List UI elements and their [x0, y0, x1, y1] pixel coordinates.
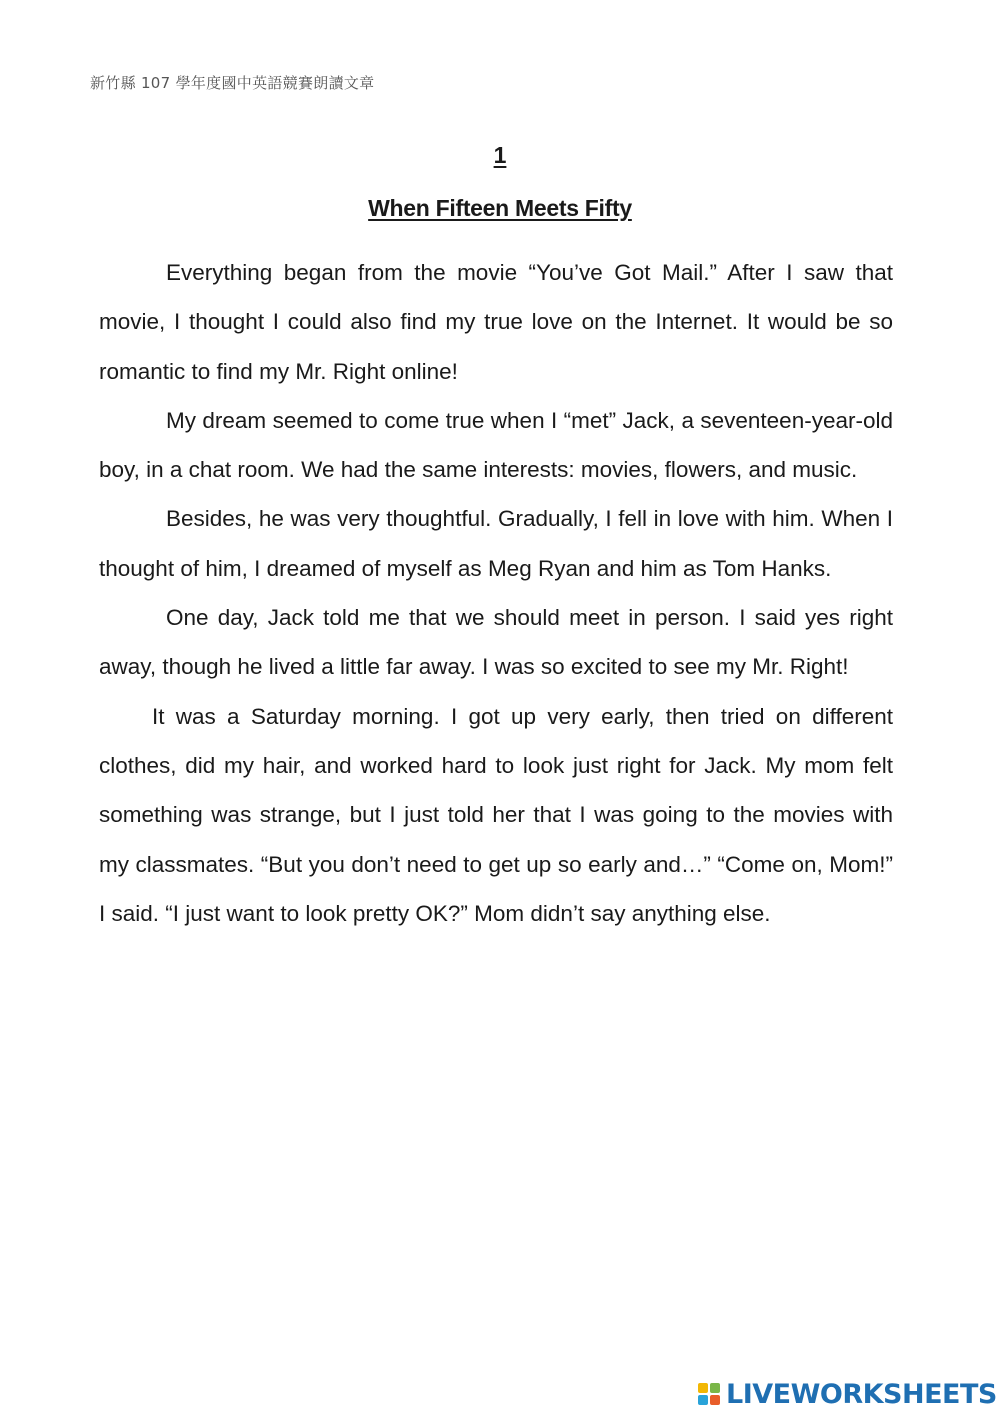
page-header-note: 新竹縣 107 學年度國中英語競賽朗讀文章 — [90, 74, 375, 92]
logo-square — [698, 1395, 708, 1405]
logo-square — [698, 1383, 708, 1393]
paragraph: My dream seemed to come true when I “met” Jack, a seventeen-year-old boy, in a chat room. We had the same interests: movies, flowers, and music. — [99, 407, 893, 483]
paragraph: Everything began from the movie “You’ve Got Mail.” After I saw that movie, I thought I could also find my true love on the Internet. It would be so romantic to find my Mr. Right online! — [99, 260, 893, 384]
article-number: 1 — [493, 142, 507, 168]
logo-text: LIVEWORKSHEETS — [726, 1378, 997, 1410]
liveworksheets-logo-icon — [698, 1383, 720, 1405]
paragraph: Besides, he was very thoughtful. Gradually, I fell in love with him. When I thought of him, I dreamed of myself as Meg Ryan and him as Tom Hanks. — [99, 506, 893, 581]
liveworksheets-logo[interactable] — [698, 1377, 997, 1411]
paragraph: It was a Saturday morning. I got up very early, then tried on different clothes, did my hair, and worked hard to look just right for Jack. My mom felt something was strange, but I just told her that I was going to the movies with my classmates. “But you don’t need to get up so early and…” “Come on, Mom!” I said. “I just want to look pretty OK?” Mom didn’t say anything else. — [99, 703, 893, 926]
logo-square — [710, 1395, 720, 1405]
article-body — [99, 248, 893, 938]
paragraph: One day, Jack told me that we should meet in person. I said yes right away, though he lived a little far away. I was so excited to see my Mr. Right! — [99, 605, 893, 680]
logo-square — [710, 1383, 720, 1393]
article-title: When Fifteen Meets Fifty — [368, 195, 632, 221]
